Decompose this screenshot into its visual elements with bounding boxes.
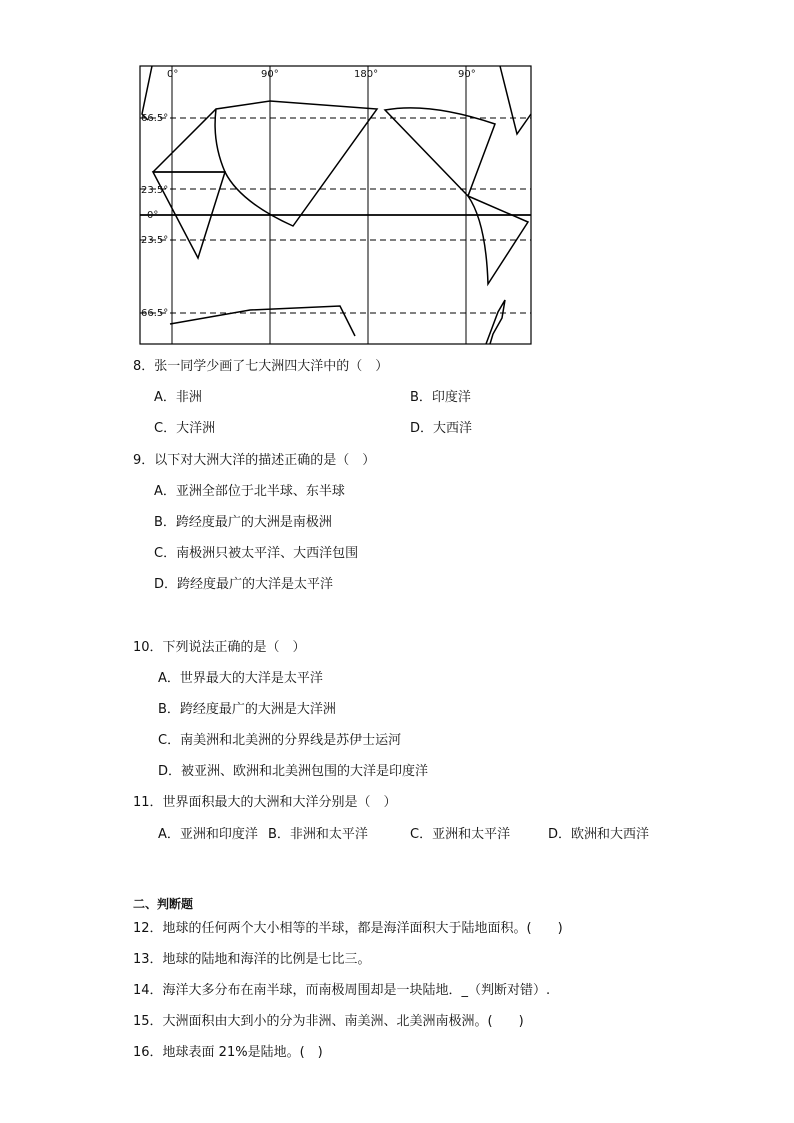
question-10-stem: 10．下列说法正确的是（ ） bbox=[133, 640, 306, 655]
continent-north-america bbox=[385, 108, 495, 196]
label-lon-90w: 90° bbox=[458, 69, 476, 80]
label-lat-n665: 66.5° bbox=[141, 113, 169, 124]
question-9-option-d[interactable]: D．跨经度最广的大洋是太平洋 bbox=[154, 577, 334, 592]
continent-antarctica-fragment bbox=[486, 300, 505, 344]
question-11-option-b[interactable]: B．非洲和太平洋 bbox=[268, 827, 368, 842]
question-10-option-c[interactable]: C．南美洲和北美洲的分界线是苏伊士运河 bbox=[158, 733, 402, 748]
label-lon-0: 0° bbox=[167, 69, 179, 80]
label-lon-90e: 90° bbox=[261, 69, 279, 80]
label-lat-n235: 23.5° bbox=[141, 185, 169, 196]
continent-south-america bbox=[468, 196, 528, 284]
question-8-option-d[interactable]: D．大西洋 bbox=[410, 421, 473, 436]
continent-antarctica bbox=[170, 306, 355, 336]
question-15: 15．大洲面积由大到小的分为非洲、南美洲、北美洲南极洲。( ) bbox=[133, 1014, 524, 1029]
question-16: 16．地球表面 21%是陆地。( ) bbox=[133, 1045, 323, 1060]
label-lat-0: 0° bbox=[147, 210, 159, 221]
question-10-option-b[interactable]: B．跨经度最广的大洲是大洋洲 bbox=[158, 702, 336, 717]
question-12: 12．地球的任何两个大小相等的半球，都是海洋面积大于陆地面积。( ) bbox=[133, 921, 563, 936]
question-10-option-a[interactable]: A．世界最大的大洋是太平洋 bbox=[158, 671, 323, 686]
question-13: 13．地球的陆地和海洋的比例是七比三。 bbox=[133, 952, 371, 967]
question-8-stem: 8．张一同学少画了七大洲四大洋中的（ ） bbox=[133, 359, 389, 374]
label-lat-s235: 23.5° bbox=[141, 235, 169, 246]
question-9-stem: 9．以下对大洲大洋的描述正确的是（ ） bbox=[133, 453, 376, 468]
section-title-true-false: 二、判断题 bbox=[133, 897, 194, 911]
question-11-stem: 11．世界面积最大的大洲和大洋分别是（ ） bbox=[133, 795, 397, 810]
question-11-option-a[interactable]: A．亚洲和印度洋 bbox=[158, 827, 258, 842]
question-10-option-d[interactable]: D．被亚洲、欧洲和北美洲包围的大洋是印度洋 bbox=[158, 764, 429, 779]
world-sketch-map bbox=[130, 62, 534, 348]
question-11-option-d[interactable]: D．欧洲和大西洋 bbox=[548, 827, 650, 842]
question-11-option-c[interactable]: C．亚洲和太平洋 bbox=[410, 827, 511, 842]
question-8-option-b[interactable]: B．印度洋 bbox=[410, 390, 471, 405]
question-9-option-b[interactable]: B．跨经度最广的大洲是南极洲 bbox=[154, 515, 332, 530]
question-8-option-a[interactable]: A．非洲 bbox=[154, 390, 202, 405]
question-9-option-c[interactable]: C．南极洲只被太平洋、大西洋包围 bbox=[154, 546, 359, 561]
label-lat-s665: 66.5° bbox=[141, 308, 169, 319]
continent-fragment-right bbox=[500, 66, 531, 134]
map-frame bbox=[140, 66, 531, 344]
question-14: 14．海洋大多分布在南半球，而南极周围却是一块陆地．_（判断对错）. bbox=[133, 983, 551, 998]
label-lon-180: 180° bbox=[354, 69, 379, 80]
question-9-option-a[interactable]: A．亚洲全部位于北半球、东半球 bbox=[154, 484, 345, 499]
question-8-option-c[interactable]: C．大洋洲 bbox=[154, 421, 216, 436]
continent-fragment-left bbox=[142, 66, 152, 120]
continent-eurasia bbox=[153, 101, 377, 226]
